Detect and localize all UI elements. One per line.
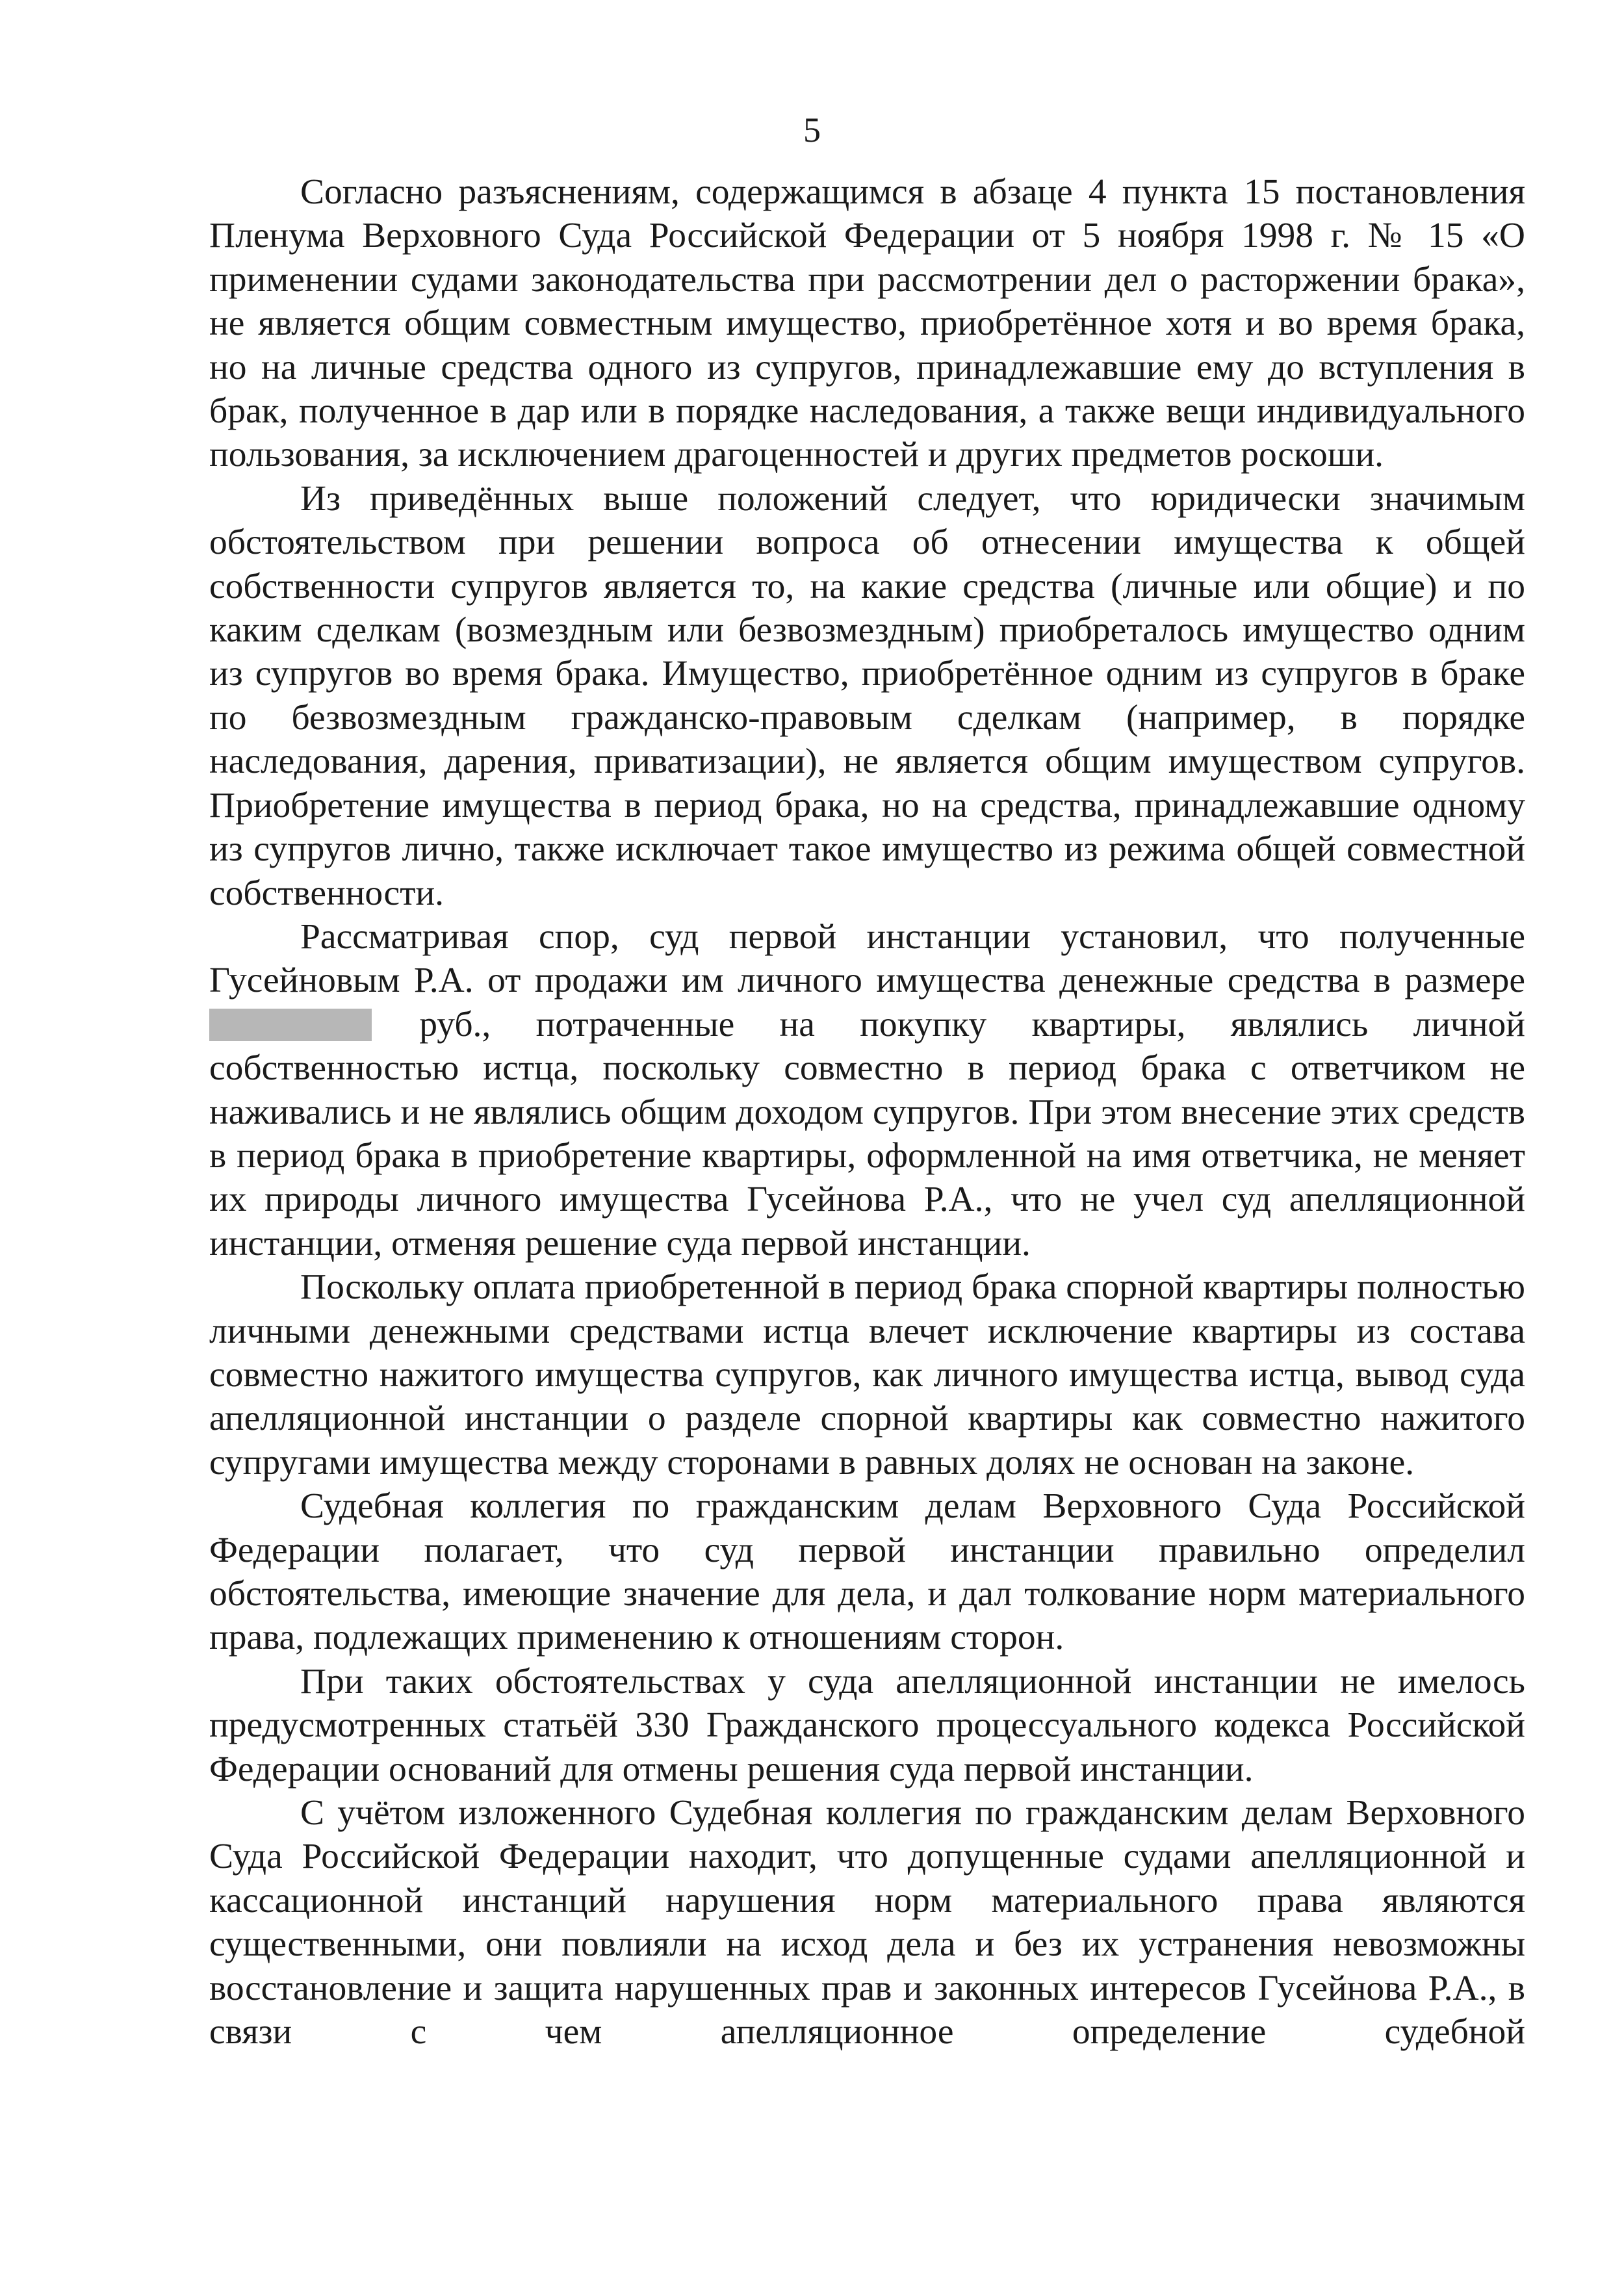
- document-body: [209, 170, 1525, 2054]
- page-number: 5: [803, 110, 821, 149]
- paragraph-2: Из приведённых выше положений следует, что юридически значимым обстоятельством при решении вопроса об отнесении имущества к общей собственности супругов является то, на какие средства (личные или общие) и по каким сделкам (возмездным или безвозмездным) приобреталось имущество одним из супругов во время брака. Имущество, приобретённое одним из супругов в браке по безвозмездным гражданско-правовым сделкам (например, в порядке наследования, дарения, приватизации), не является общим имуществом супругов. Приобретение имущества в период брака, но на средства, принадлежавшие одному из супругов лично, также исключает такое имущество из режима общей совместной собственности.: [209, 478, 1525, 913]
- paragraph-3-text-after: руб., потраченные на покупку квартиры, являлись личной собственностью истца, поскольку совместно в период брака с ответчиком не наживались и не являлись общим доходом супругов. При этом внесение этих средств в период брака в приобретение квартиры, оформленной на имя ответчика, не меняет их природы личного имущества Гусейнова Р.А., что не учел суд апелляционной инстанции, отменяя решение суда первой инстанции.: [209, 1004, 1525, 1263]
- paragraph-5: Судебная коллегия по гражданским делам Верховного Суда Российской Федерации полагает, что суд первой инстанции правильно определил обстоятельства, имеющие значение для дела, и дал толкование норм материального права, подлежащих применению к отношениям сторон.: [209, 1486, 1525, 1658]
- paragraph-7: С учётом изложенного Судебная коллегия по гражданским делам Верховного Суда Российской Федерации находит, что допущенные судами апелляционной и кассационной инстанций нарушения норм материального права являются существенными, они повлияли на исход дела и без их устранения невозможны восстановление и защита нарушенных прав и законных интересов Гусейнова Р.А., в связи с чем апелляционное определение судебной: [209, 1793, 1525, 2052]
- paragraph-3: [209, 915, 1525, 1265]
- paragraph-1: Согласно разъяснениям, содержащимся в абзаце 4 пункта 15 постановления Пленума Верховного Суда Российской Федерации от 5 ноября 1998 г. № 15 «О применении судами законодательства при рассмотрении дел о расторжении брака», не является общим совместным имущество, приобретённое хотя и во время брака, но на личные средства одного из супругов, принадлежавшие ему до вступления в брак, полученное в дар или в порядке наследования, а также вещи индивидуального пользования, за исключением драгоценностей и других предметов роскоши.: [209, 172, 1525, 475]
- paragraph-3-text-before: Рассматривая спор, суд первой инстанции установил, что полученные Гусейновым Р.А. от продажи им личного имущества денежные средства в размере: [209, 916, 1525, 1001]
- redacted-amount: [209, 1009, 372, 1041]
- paragraph-4: Поскольку оплата приобретенной в период брака спорной квартиры полностью личными денежными средствами истца влечет исключение квартиры из состава совместно нажитого имущества супругов, как личного имущества истца, вывод суда апелляционной инстанции о разделе спорной квартиры как совместно нажитого супругами имущества между сторонами в равных долях не основан на законе.: [209, 1267, 1525, 1482]
- paragraph-6: При таких обстоятельствах у суда апелляционной инстанции не имелось предусмотренных статьёй 330 Гражданского процессуального кодекса Российской Федерации оснований для отмены решения суда первой инстанции.: [209, 1661, 1525, 1789]
